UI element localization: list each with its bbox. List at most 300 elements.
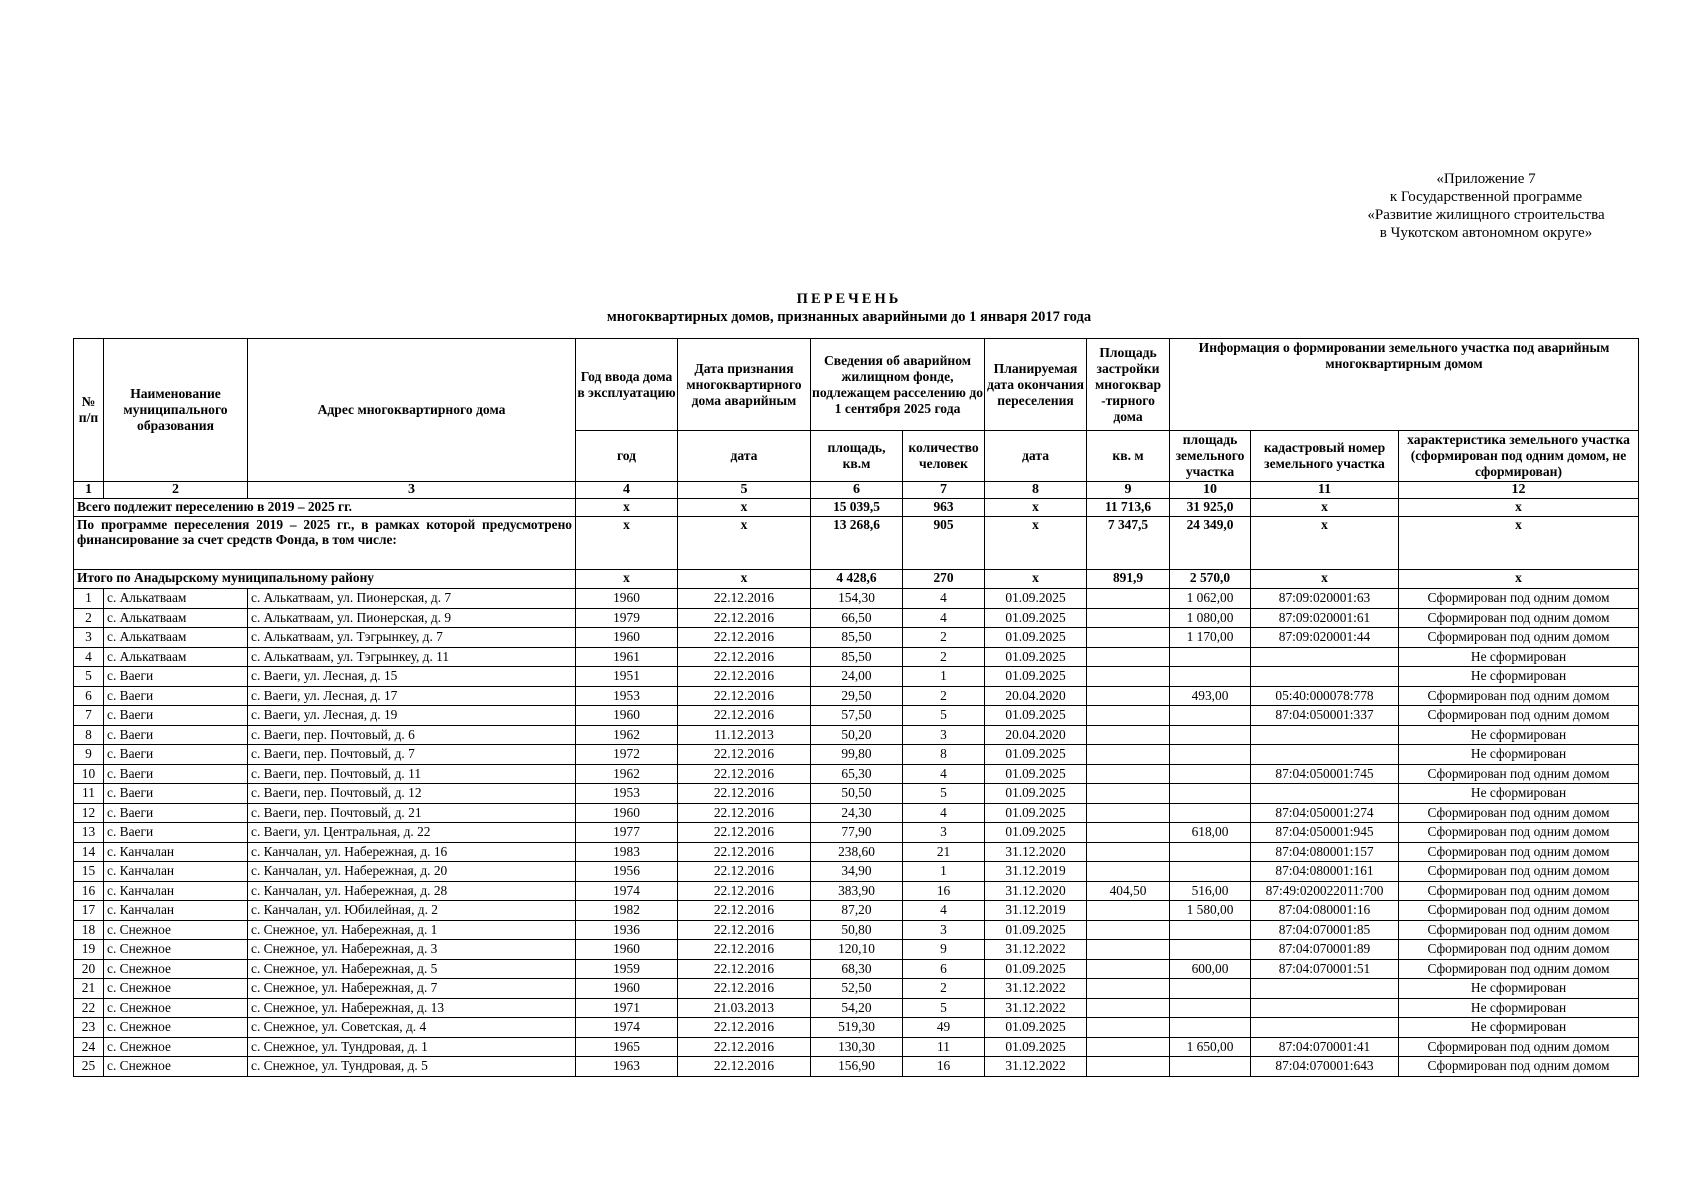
row-area: 238,60	[811, 842, 903, 862]
row-year: 1965	[576, 1037, 678, 1057]
summary-row-district	[74, 570, 1639, 589]
row-land-area	[1170, 920, 1251, 940]
summary-cell: х	[678, 517, 811, 570]
row-land-area: 1 062,00	[1170, 589, 1251, 609]
row-year: 1974	[576, 881, 678, 901]
row-land-status: Сформирован под одним домом	[1399, 901, 1639, 921]
row-address: с. Ваеги, ул. Лесная, д. 15	[248, 667, 576, 687]
row-planned-date: 01.09.2025	[985, 764, 1087, 784]
row-num: 6	[74, 686, 104, 706]
row-planned-date: 01.09.2025	[985, 628, 1087, 648]
row-municipality: с. Снежное	[104, 1037, 248, 1057]
row-planned-date: 01.09.2025	[985, 706, 1087, 726]
row-land-area: 493,00	[1170, 686, 1251, 706]
row-land-area	[1170, 803, 1251, 823]
table-row	[74, 706, 1639, 726]
summary-cell: х	[576, 570, 678, 589]
row-land-area	[1170, 940, 1251, 960]
table-row	[74, 940, 1639, 960]
header-municipality: Наименование муниципального образования	[104, 339, 248, 482]
row-cadastral: 87:04:050001:274	[1251, 803, 1399, 823]
appendix-line: «Развитие жилищного строительства	[1367, 207, 1605, 223]
row-num: 5	[74, 667, 104, 687]
row-people: 21	[903, 842, 985, 862]
column-number: 2	[104, 482, 248, 499]
row-planned-date: 20.04.2020	[985, 725, 1087, 745]
row-area: 87,20	[811, 901, 903, 921]
row-num: 17	[74, 901, 104, 921]
row-people: 3	[903, 725, 985, 745]
row-municipality: с. Ваеги	[104, 803, 248, 823]
document-title: ПЕРЕЧЕНЬ	[796, 291, 902, 307]
row-num: 16	[74, 881, 104, 901]
row-num: 14	[74, 842, 104, 862]
summary-cell: 13 268,6	[811, 517, 903, 570]
row-people: 4	[903, 803, 985, 823]
table-row	[74, 764, 1639, 784]
row-planned-date: 01.09.2025	[985, 1018, 1087, 1038]
row-municipality: с. Снежное	[104, 959, 248, 979]
summary-cell: 905	[903, 517, 985, 570]
table-row	[74, 998, 1639, 1018]
table-row	[74, 1037, 1639, 1057]
row-built-area	[1087, 920, 1170, 940]
row-cadastral: 87:04:080001:161	[1251, 862, 1399, 882]
header-planned: Планируемая дата окончания переселения	[985, 339, 1087, 431]
column-number: 6	[811, 482, 903, 499]
summary-rows	[74, 499, 1639, 589]
row-people: 11	[903, 1037, 985, 1057]
header-unit-year: год	[576, 431, 678, 482]
row-land-status: Сформирован под одним домом	[1399, 862, 1639, 882]
row-built-area	[1087, 1037, 1170, 1057]
row-municipality: с. Ваеги	[104, 784, 248, 804]
row-date-recognized: 22.12.2016	[678, 842, 811, 862]
row-area: 65,30	[811, 764, 903, 784]
row-date-recognized: 22.12.2016	[678, 706, 811, 726]
row-municipality: с. Снежное	[104, 979, 248, 999]
table-row	[74, 979, 1639, 999]
header-land-char: характеристика земельного участка (сформирован под одним домом, не сформирован)	[1399, 431, 1639, 482]
table-header	[74, 339, 1639, 499]
summary-cell: 31 925,0	[1170, 499, 1251, 517]
row-land-area	[1170, 725, 1251, 745]
row-land-area	[1170, 998, 1251, 1018]
row-planned-date: 31.12.2020	[985, 842, 1087, 862]
row-year: 1953	[576, 784, 678, 804]
row-planned-date: 31.12.2022	[985, 998, 1087, 1018]
column-number: 7	[903, 482, 985, 499]
header-unit-kvm: кв. м	[1087, 431, 1170, 482]
row-num: 21	[74, 979, 104, 999]
row-built-area	[1087, 647, 1170, 667]
row-municipality: с. Канчалан	[104, 862, 248, 882]
row-municipality: с. Ваеги	[104, 706, 248, 726]
row-planned-date: 01.09.2025	[985, 1037, 1087, 1057]
row-area: 154,30	[811, 589, 903, 609]
row-year: 1962	[576, 725, 678, 745]
row-built-area	[1087, 686, 1170, 706]
row-area: 99,80	[811, 745, 903, 765]
row-municipality: с. Алькатваам	[104, 589, 248, 609]
row-date-recognized: 22.12.2016	[678, 1057, 811, 1077]
row-num: 3	[74, 628, 104, 648]
row-cadastral: 87:04:050001:337	[1251, 706, 1399, 726]
row-land-status: Сформирован под одним домом	[1399, 1037, 1639, 1057]
row-planned-date: 01.09.2025	[985, 745, 1087, 765]
row-year: 1983	[576, 842, 678, 862]
row-people: 5	[903, 706, 985, 726]
row-built-area	[1087, 940, 1170, 960]
table-row	[74, 647, 1639, 667]
row-num: 24	[74, 1037, 104, 1057]
table-row	[74, 1018, 1639, 1038]
row-land-status: Сформирован под одним домом	[1399, 959, 1639, 979]
row-municipality: с. Ваеги	[104, 823, 248, 843]
row-num: 20	[74, 959, 104, 979]
row-year: 1960	[576, 803, 678, 823]
row-address: с. Алькатваам, ул. Тэгрынкеу, д. 11	[248, 647, 576, 667]
summary-cell: х	[985, 499, 1087, 517]
row-address: с. Канчалан, ул. Набережная, д. 20	[248, 862, 576, 882]
row-area: 29,50	[811, 686, 903, 706]
row-planned-date: 31.12.2022	[985, 1057, 1087, 1077]
row-num: 7	[74, 706, 104, 726]
row-people: 4	[903, 764, 985, 784]
summary-cell: 15 039,5	[811, 499, 903, 517]
row-cadastral: 87:09:020001:44	[1251, 628, 1399, 648]
row-cadastral: 87:04:070001:89	[1251, 940, 1399, 960]
header-num: № п/п	[74, 339, 104, 482]
table-row	[74, 628, 1639, 648]
row-num: 2	[74, 608, 104, 628]
row-address: с. Снежное, ул. Набережная, д. 13	[248, 998, 576, 1018]
row-area: 57,50	[811, 706, 903, 726]
row-area: 85,50	[811, 628, 903, 648]
row-land-area: 1 580,00	[1170, 901, 1251, 921]
appendix-note	[1336, 170, 1636, 242]
row-address: с. Алькатваам, ул. Пионерская, д. 9	[248, 608, 576, 628]
row-num: 15	[74, 862, 104, 882]
row-date-recognized: 22.12.2016	[678, 862, 811, 882]
row-land-status: Не сформирован	[1399, 998, 1639, 1018]
row-area: 85,50	[811, 647, 903, 667]
summary-cell: х	[576, 517, 678, 570]
row-address: с. Алькатваам, ул. Тэгрынкеу, д. 7	[248, 628, 576, 648]
table-row	[74, 686, 1639, 706]
row-land-area	[1170, 842, 1251, 862]
row-year: 1977	[576, 823, 678, 843]
row-land-status: Не сформирован	[1399, 979, 1639, 999]
row-built-area	[1087, 1057, 1170, 1077]
appendix-line: к Государственной программе	[1389, 189, 1583, 205]
column-number: 8	[985, 482, 1087, 499]
row-built-area	[1087, 725, 1170, 745]
row-built-area	[1087, 667, 1170, 687]
row-built-area	[1087, 745, 1170, 765]
row-land-status: Не сформирован	[1399, 647, 1639, 667]
row-cadastral: 87:04:080001:16	[1251, 901, 1399, 921]
row-cadastral: 87:04:070001:643	[1251, 1057, 1399, 1077]
row-built-area	[1087, 784, 1170, 804]
row-land-area: 600,00	[1170, 959, 1251, 979]
row-address: с. Ваеги, пер. Почтовый, д. 7	[248, 745, 576, 765]
row-land-area	[1170, 1018, 1251, 1038]
header-built-area: Площадь застройки многоквар -тирного дома	[1087, 339, 1170, 431]
row-area: 156,90	[811, 1057, 903, 1077]
row-cadastral	[1251, 784, 1399, 804]
row-municipality: с. Алькатваам	[104, 647, 248, 667]
column-number: 1	[74, 482, 104, 499]
row-municipality: с. Снежное	[104, 1018, 248, 1038]
header-unit-date2: дата	[985, 431, 1087, 482]
row-planned-date: 31.12.2019	[985, 862, 1087, 882]
column-number: 11	[1251, 482, 1399, 499]
row-people: 1	[903, 667, 985, 687]
row-land-status: Сформирован под одним домом	[1399, 842, 1639, 862]
row-date-recognized: 22.12.2016	[678, 979, 811, 999]
row-land-status: Сформирован под одним домом	[1399, 823, 1639, 843]
summary-cell: х	[678, 570, 811, 589]
row-people: 8	[903, 745, 985, 765]
row-land-area	[1170, 784, 1251, 804]
row-date-recognized: 22.12.2016	[678, 764, 811, 784]
row-municipality: с. Канчалан	[104, 901, 248, 921]
summary-cell: х	[985, 570, 1087, 589]
row-land-area	[1170, 667, 1251, 687]
summary-cell: 2 570,0	[1170, 570, 1251, 589]
row-land-status: Сформирован под одним домом	[1399, 686, 1639, 706]
row-built-area	[1087, 1018, 1170, 1038]
column-numbers-row	[74, 482, 1639, 499]
row-planned-date: 01.09.2025	[985, 608, 1087, 628]
row-area: 383,90	[811, 881, 903, 901]
row-num: 4	[74, 647, 104, 667]
row-address: с. Канчалан, ул. Набережная, д. 28	[248, 881, 576, 901]
row-municipality: с. Ваеги	[104, 764, 248, 784]
row-planned-date: 01.09.2025	[985, 647, 1087, 667]
row-area: 50,20	[811, 725, 903, 745]
row-planned-date: 31.12.2019	[985, 901, 1087, 921]
column-number: 12	[1399, 482, 1639, 499]
row-land-area	[1170, 862, 1251, 882]
row-municipality: с. Алькатваам	[104, 628, 248, 648]
summary-cell: х	[1251, 517, 1399, 570]
row-year: 1982	[576, 901, 678, 921]
row-cadastral	[1251, 979, 1399, 999]
row-area: 54,20	[811, 998, 903, 1018]
row-people: 9	[903, 940, 985, 960]
row-address: с. Ваеги, ул. Лесная, д. 17	[248, 686, 576, 706]
table-row	[74, 745, 1639, 765]
row-planned-date: 31.12.2022	[985, 979, 1087, 999]
row-cadastral: 87:04:050001:745	[1251, 764, 1399, 784]
header-date-recognized: Дата признания многоквартирного дома аварийным	[678, 339, 811, 431]
summary-cell: х	[1251, 570, 1399, 589]
row-land-status: Сформирован под одним домом	[1399, 803, 1639, 823]
row-address: с. Ваеги, пер. Почтовый, д. 12	[248, 784, 576, 804]
row-year: 1961	[576, 647, 678, 667]
table-row	[74, 725, 1639, 745]
row-land-status: Сформирован под одним домом	[1399, 881, 1639, 901]
table-row	[74, 784, 1639, 804]
header-address: Адрес многоквартирного дома	[248, 339, 576, 482]
summary-cell: 891,9	[1087, 570, 1170, 589]
row-built-area	[1087, 628, 1170, 648]
column-number: 5	[678, 482, 811, 499]
row-people: 49	[903, 1018, 985, 1038]
summary-cell: х	[1251, 499, 1399, 517]
row-land-area: 1 170,00	[1170, 628, 1251, 648]
row-year: 1959	[576, 959, 678, 979]
row-area: 24,00	[811, 667, 903, 687]
row-built-area	[1087, 706, 1170, 726]
row-date-recognized: 22.12.2016	[678, 589, 811, 609]
table-row	[74, 1057, 1639, 1077]
header-land-info: Информация о формировании земельного участка под аварийным многоквартирным домом	[1170, 339, 1639, 431]
row-year: 1974	[576, 1018, 678, 1038]
row-people: 3	[903, 920, 985, 940]
row-num: 13	[74, 823, 104, 843]
summary-row-total	[74, 499, 1639, 517]
row-planned-date: 01.09.2025	[985, 920, 1087, 940]
row-date-recognized: 22.12.2016	[678, 959, 811, 979]
row-address: с. Снежное, ул. Советская, д. 4	[248, 1018, 576, 1038]
row-area: 519,30	[811, 1018, 903, 1038]
row-cadastral: 87:09:020001:61	[1251, 608, 1399, 628]
row-num: 11	[74, 784, 104, 804]
row-built-area	[1087, 901, 1170, 921]
row-cadastral: 87:04:080001:157	[1251, 842, 1399, 862]
row-area: 52,50	[811, 979, 903, 999]
row-municipality: с. Ваеги	[104, 745, 248, 765]
summary-cell: х	[1399, 499, 1639, 517]
table-row	[74, 881, 1639, 901]
row-planned-date: 31.12.2022	[985, 940, 1087, 960]
row-municipality: с. Ваеги	[104, 686, 248, 706]
header-land-area: площадь земельного участка	[1170, 431, 1251, 482]
row-address: с. Ваеги, пер. Почтовый, д. 6	[248, 725, 576, 745]
row-land-status: Не сформирован	[1399, 667, 1639, 687]
header-unit-area: площадь, кв.м	[811, 431, 903, 482]
header-year: Год ввода дома в эксплуатацию	[576, 339, 678, 431]
row-address: с. Ваеги, ул. Лесная, д. 19	[248, 706, 576, 726]
row-date-recognized: 22.12.2016	[678, 901, 811, 921]
table-row	[74, 823, 1639, 843]
document-subtitle: многоквартирных домов, признанных аварийными до 1 января 2017 года	[606, 309, 1092, 325]
row-date-recognized: 22.12.2016	[678, 823, 811, 843]
row-cadastral: 87:04:050001:945	[1251, 823, 1399, 843]
row-built-area	[1087, 608, 1170, 628]
row-municipality: с. Канчалан	[104, 842, 248, 862]
row-area: 50,50	[811, 784, 903, 804]
row-built-area	[1087, 803, 1170, 823]
row-num: 25	[74, 1057, 104, 1077]
row-address: с. Снежное, ул. Тундровая, д. 1	[248, 1037, 576, 1057]
table-row	[74, 803, 1639, 823]
summary-cell: х	[985, 517, 1087, 570]
row-cadastral: 87:09:020001:63	[1251, 589, 1399, 609]
row-people: 4	[903, 608, 985, 628]
row-year: 1956	[576, 862, 678, 882]
row-people: 2	[903, 979, 985, 999]
row-year: 1953	[576, 686, 678, 706]
row-built-area	[1087, 823, 1170, 843]
summary-cell: 24 349,0	[1170, 517, 1251, 570]
row-land-status: Сформирован под одним домом	[1399, 764, 1639, 784]
row-year: 1960	[576, 940, 678, 960]
row-cadastral	[1251, 647, 1399, 667]
row-people: 2	[903, 686, 985, 706]
row-address: с. Снежное, ул. Набережная, д. 1	[248, 920, 576, 940]
row-area: 68,30	[811, 959, 903, 979]
row-address: с. Снежное, ул. Тундровая, д. 5	[248, 1057, 576, 1077]
row-year: 1960	[576, 979, 678, 999]
table-row	[74, 608, 1639, 628]
summary-label: Итого по Анадырскому муниципальному району	[74, 570, 576, 589]
table-row	[74, 959, 1639, 979]
row-year: 1962	[576, 764, 678, 784]
row-built-area	[1087, 959, 1170, 979]
row-num: 9	[74, 745, 104, 765]
row-land-status: Сформирован под одним домом	[1399, 589, 1639, 609]
row-date-recognized: 22.12.2016	[678, 628, 811, 648]
document-heading	[60, 290, 1638, 326]
row-year: 1963	[576, 1057, 678, 1077]
row-area: 77,90	[811, 823, 903, 843]
row-date-recognized: 22.12.2016	[678, 881, 811, 901]
row-year: 1979	[576, 608, 678, 628]
row-year: 1960	[576, 628, 678, 648]
row-num: 22	[74, 998, 104, 1018]
row-municipality: с. Ваеги	[104, 725, 248, 745]
column-number: 4	[576, 482, 678, 499]
row-date-recognized: 22.12.2016	[678, 1037, 811, 1057]
row-cadastral: 87:04:070001:85	[1251, 920, 1399, 940]
row-date-recognized: 22.12.2016	[678, 745, 811, 765]
row-year: 1972	[576, 745, 678, 765]
row-date-recognized: 22.12.2016	[678, 647, 811, 667]
row-built-area	[1087, 998, 1170, 1018]
row-municipality: с. Алькатваам	[104, 608, 248, 628]
summary-cell: 7 347,5	[1087, 517, 1170, 570]
row-land-area: 618,00	[1170, 823, 1251, 843]
row-num: 8	[74, 725, 104, 745]
row-area: 130,30	[811, 1037, 903, 1057]
houses-table	[73, 338, 1639, 1077]
data-rows	[74, 589, 1639, 1077]
row-planned-date: 01.09.2025	[985, 784, 1087, 804]
row-date-recognized: 22.12.2016	[678, 784, 811, 804]
row-land-area	[1170, 647, 1251, 667]
row-people: 2	[903, 647, 985, 667]
row-date-recognized: 21.03.2013	[678, 998, 811, 1018]
row-num: 19	[74, 940, 104, 960]
row-planned-date: 20.04.2020	[985, 686, 1087, 706]
summary-row-fund	[74, 517, 1639, 570]
row-built-area	[1087, 862, 1170, 882]
row-people: 4	[903, 589, 985, 609]
row-people: 3	[903, 823, 985, 843]
header-cadastral: кадастровый номер земельного участка	[1251, 431, 1399, 482]
row-cadastral	[1251, 998, 1399, 1018]
row-date-recognized: 22.12.2016	[678, 1018, 811, 1038]
row-address: с. Ваеги, ул. Центральная, д. 22	[248, 823, 576, 843]
row-land-status: Не сформирован	[1399, 745, 1639, 765]
row-land-status: Сформирован под одним домом	[1399, 628, 1639, 648]
row-cadastral	[1251, 667, 1399, 687]
row-cadastral	[1251, 745, 1399, 765]
